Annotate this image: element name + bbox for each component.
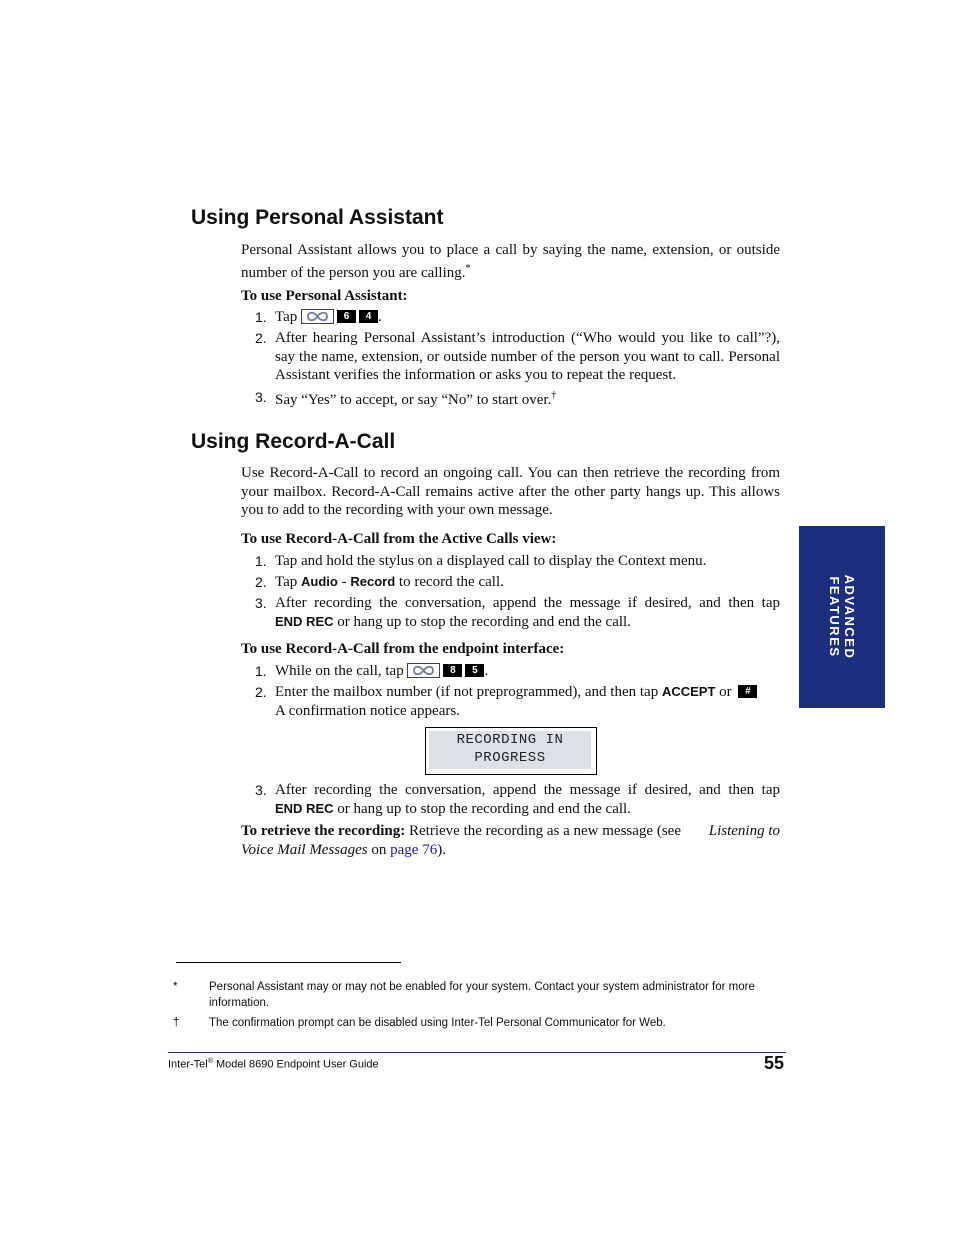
retrieve-line2 bbox=[241, 841, 780, 860]
keypad-key: 4 bbox=[359, 310, 378, 323]
endpoint-step3-line2 bbox=[275, 800, 780, 819]
endpoint-step1-prefix: While on the call, tap bbox=[275, 663, 404, 679]
pa-step1-suffix: . bbox=[378, 309, 382, 325]
step-number: 2. bbox=[255, 574, 267, 590]
retrieve-ref-part2: Voice Mail Messages bbox=[241, 841, 368, 858]
record-a-call-intro: Use Record-A-Call to record an ongoing call. You can then retrieve the recording from your mailbox. Record-A-Call remains active after the other party hangs up. This allows you to add to the recording with your own message. bbox=[241, 465, 780, 518]
lcd-display bbox=[425, 727, 597, 775]
footnote-text: Personal Assistant may or may not be enabled for your system. Contact your system administrator for more information. bbox=[209, 981, 755, 1009]
step-number: 3. bbox=[255, 595, 267, 611]
lcd-line-2: PROGRESS bbox=[474, 750, 546, 766]
side-tab-label bbox=[827, 575, 857, 660]
active-step2-suffix: to record the call. bbox=[398, 574, 504, 590]
footer-title bbox=[168, 1058, 379, 1071]
pa-step-3 bbox=[275, 387, 556, 410]
footer-rule bbox=[168, 1052, 786, 1053]
side-tab-advanced-features[interactable] bbox=[799, 526, 885, 708]
endpoint-step-1 bbox=[275, 662, 488, 681]
side-tab-line2: FEATURES bbox=[827, 576, 842, 658]
footnote-mark: * bbox=[173, 981, 178, 993]
procedure-title-endpoint: To use Record-A-Call from the endpoint interface: bbox=[241, 641, 565, 657]
retrieve-text: Retrieve the recording as a new message (see bbox=[409, 823, 681, 839]
active-step-1: Tap and hold the stylus on a displayed call to display the Context menu. bbox=[275, 553, 707, 569]
side-tab-line1: ADVANCED bbox=[842, 574, 857, 660]
footnote-ref-asterisk[interactable]: * bbox=[465, 262, 471, 274]
retrieve-ref-part1: Listening to bbox=[708, 823, 780, 839]
active-step-2 bbox=[275, 573, 504, 592]
procedure-title-active-calls: To use Record-A-Call from the Active Calls view: bbox=[241, 531, 557, 547]
page-number: 55 bbox=[764, 1053, 785, 1073]
step-number: 1. bbox=[255, 553, 267, 569]
endpoint-step-2 bbox=[275, 683, 780, 720]
active-step2-prefix: Tap bbox=[275, 574, 298, 590]
footnote-separator bbox=[176, 962, 401, 963]
endpoint-step2-prefix: Enter the mailbox number (if not preprogrammed), and then tap bbox=[275, 684, 659, 700]
pa-step1-prefix: Tap bbox=[275, 309, 298, 325]
footnote-text: The confirmation prompt can be disabled using Inter-Tel Personal Communicator for Web. bbox=[209, 1017, 666, 1029]
section-heading-personal-assistant: Using Personal Assistant bbox=[191, 206, 444, 229]
feature-key-icon bbox=[301, 309, 334, 324]
end-rec-label: END REC bbox=[275, 613, 334, 629]
registered-mark: ® bbox=[207, 1058, 213, 1065]
retrieve-on: on bbox=[371, 841, 387, 858]
pa-step3-text: Say “Yes” to accept, or say “No” to start over. bbox=[275, 392, 552, 408]
keypad-key: 6 bbox=[337, 310, 356, 323]
step-number: 1. bbox=[255, 309, 267, 325]
record-menu-label: Record bbox=[350, 574, 396, 589]
procedure-title-personal-assistant: To use Personal Assistant: bbox=[241, 288, 408, 304]
end-rec-label: END REC bbox=[275, 800, 334, 816]
endpoint-step1-suffix: . bbox=[484, 663, 489, 679]
active-step-3 bbox=[275, 594, 780, 631]
retrieve-line1 bbox=[241, 822, 780, 841]
active-step3-line2 bbox=[275, 613, 780, 632]
endpoint-step3-line1: After recording the conversation, append the message if desired, and then tap bbox=[275, 782, 780, 798]
menu-separator: - bbox=[341, 574, 347, 590]
endpoint-step2-line2: A confirmation notice appears. bbox=[275, 702, 460, 719]
endpoint-step-3 bbox=[275, 781, 780, 818]
page-76-link[interactable]: page 76 bbox=[390, 841, 438, 858]
step-number: 2. bbox=[255, 684, 267, 700]
audio-menu-label: Audio bbox=[301, 574, 338, 589]
pa-step-1 bbox=[275, 308, 382, 327]
endpoint-step2-line1 bbox=[275, 683, 780, 702]
section-heading-record-a-call: Using Record-A-Call bbox=[191, 430, 396, 453]
pa-step-2: After hearing Personal Assistant’s introduction (“Who would you like to call”?), say the name, extension, or outside number of the person you want to call. Personal Assistant verifies the information or asks you to repeat the request. bbox=[275, 330, 780, 383]
active-step3-line1: After recording the conversation, append the message if desired, and then tap bbox=[275, 595, 780, 611]
step-number: 3. bbox=[255, 782, 267, 798]
keypad-key-pound: # bbox=[738, 685, 757, 698]
keypad-key: 5 bbox=[465, 664, 484, 677]
endpoint-step3-suffix: or hang up to stop the recording and end the call. bbox=[337, 800, 631, 817]
endpoint-step2-or: or bbox=[719, 684, 732, 700]
step-number: 1. bbox=[255, 663, 267, 679]
personal-assistant-intro bbox=[241, 241, 780, 282]
footer-brand: Inter-Tel bbox=[168, 1058, 208, 1071]
step-number: 3. bbox=[255, 389, 267, 405]
lcd-line-1: RECORDING IN bbox=[456, 732, 564, 748]
intro-text: Personal Assistant allows you to place a call by saying the name, extension, or outside number of the person you are calling. bbox=[241, 242, 780, 281]
feature-key-icon bbox=[407, 663, 440, 678]
footnote-mark: † bbox=[173, 1017, 180, 1029]
retrieve-recording bbox=[241, 822, 780, 859]
retrieve-label: To retrieve the recording: bbox=[241, 823, 406, 839]
retrieve-end: ). bbox=[437, 841, 446, 858]
accept-label: ACCEPT bbox=[661, 684, 716, 699]
step-number: 2. bbox=[255, 330, 267, 346]
keypad-key: 8 bbox=[443, 664, 462, 677]
active-step3-suffix: or hang up to stop the recording and end the call. bbox=[337, 613, 631, 630]
footnote-ref-dagger[interactable]: † bbox=[551, 390, 557, 401]
lcd-display-screen bbox=[429, 731, 591, 769]
footer-guide-title: Model 8690 Endpoint User Guide bbox=[215, 1058, 379, 1071]
